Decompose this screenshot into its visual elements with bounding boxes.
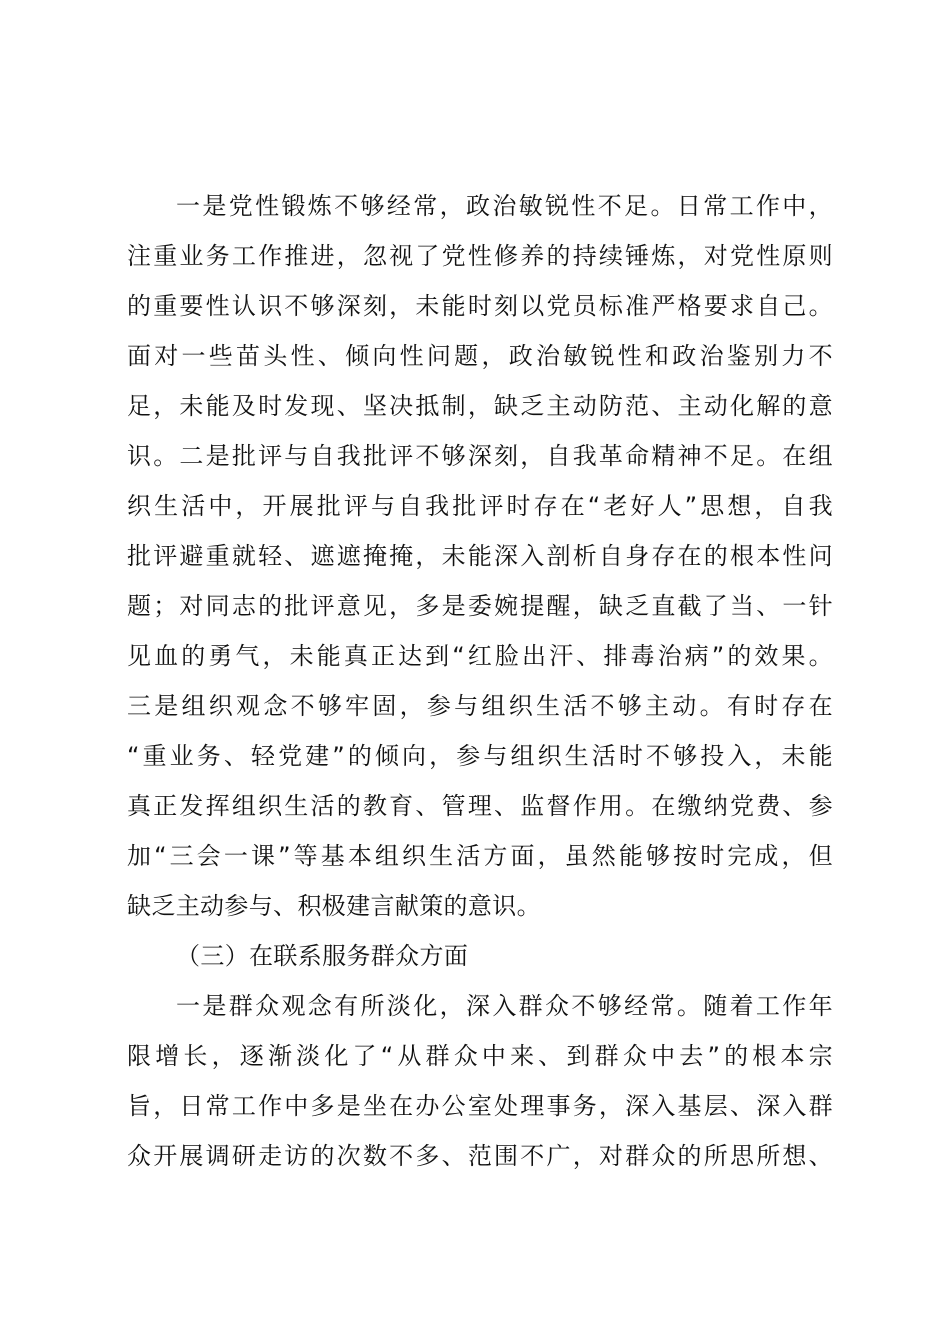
paragraph-line: 识。二是批评与自我批评不够深刻，自我革命精神不足。在组 — [127, 442, 833, 470]
paragraph-line: 限增长，逐渐淡化了“从群众中来、到群众中去”的根本宗 — [127, 1042, 833, 1070]
paragraph-line: 缺乏主动参与、积极建言献策的意识。 — [127, 892, 541, 920]
paragraph-line: 众开展调研走访的次数不多、范围不广，对群众的所思所想、 — [127, 1142, 833, 1170]
paragraph-line: 足，未能及时发现、坚决抵制，缺乏主动防范、主动化解的意 — [127, 392, 833, 420]
paragraph-line: 注重业务工作推进，忽视了党性修养的持续锤炼，对党性原则 — [127, 242, 833, 270]
paragraph-line: 加“三会一课”等基本组织生活方面，虽然能够按时完成，但 — [127, 842, 833, 870]
paragraph-line: 织生活中，开展批评与自我批评时存在“老好人”思想，自我 — [127, 492, 833, 520]
paragraph-line: 一是群众观念有所淡化，深入群众不够经常。随着工作年 — [176, 992, 833, 1020]
paragraph-line: 题；对同志的批评意见，多是委婉提醒，缺乏直截了当、一针 — [127, 592, 833, 620]
document-page — [127, 181, 833, 1181]
section-heading: （三）在联系服务群众方面 — [176, 942, 469, 970]
paragraph-line: 面对一些苗头性、倾向性问题，政治敏锐性和政治鉴别力不 — [127, 342, 833, 370]
paragraph-line: “重业务、轻党建”的倾向，参与组织生活时不够投入，未能 — [127, 742, 833, 770]
paragraph-line: 真正发挥组织生活的教育、管理、监督作用。在缴纳党费、参 — [127, 792, 833, 820]
paragraph-line: 的重要性认识不够深刻，未能时刻以党员标准严格要求自己。 — [127, 292, 833, 320]
paragraph-line: 批评避重就轻、遮遮掩掩，未能深入剖析自身存在的根本性问 — [127, 542, 833, 570]
paragraph-line: 见血的勇气，未能真正达到“红脸出汗、排毒治病”的效果。 — [127, 642, 833, 670]
paragraph-line: 一是党性锻炼不够经常，政治敏锐性不足。日常工作中， — [176, 192, 833, 220]
paragraph-line: 三是组织观念不够牢固，参与组织生活不够主动。有时存在 — [127, 692, 833, 720]
paragraph-line: 旨，日常工作中多是坐在办公室处理事务，深入基层、深入群 — [127, 1092, 833, 1120]
